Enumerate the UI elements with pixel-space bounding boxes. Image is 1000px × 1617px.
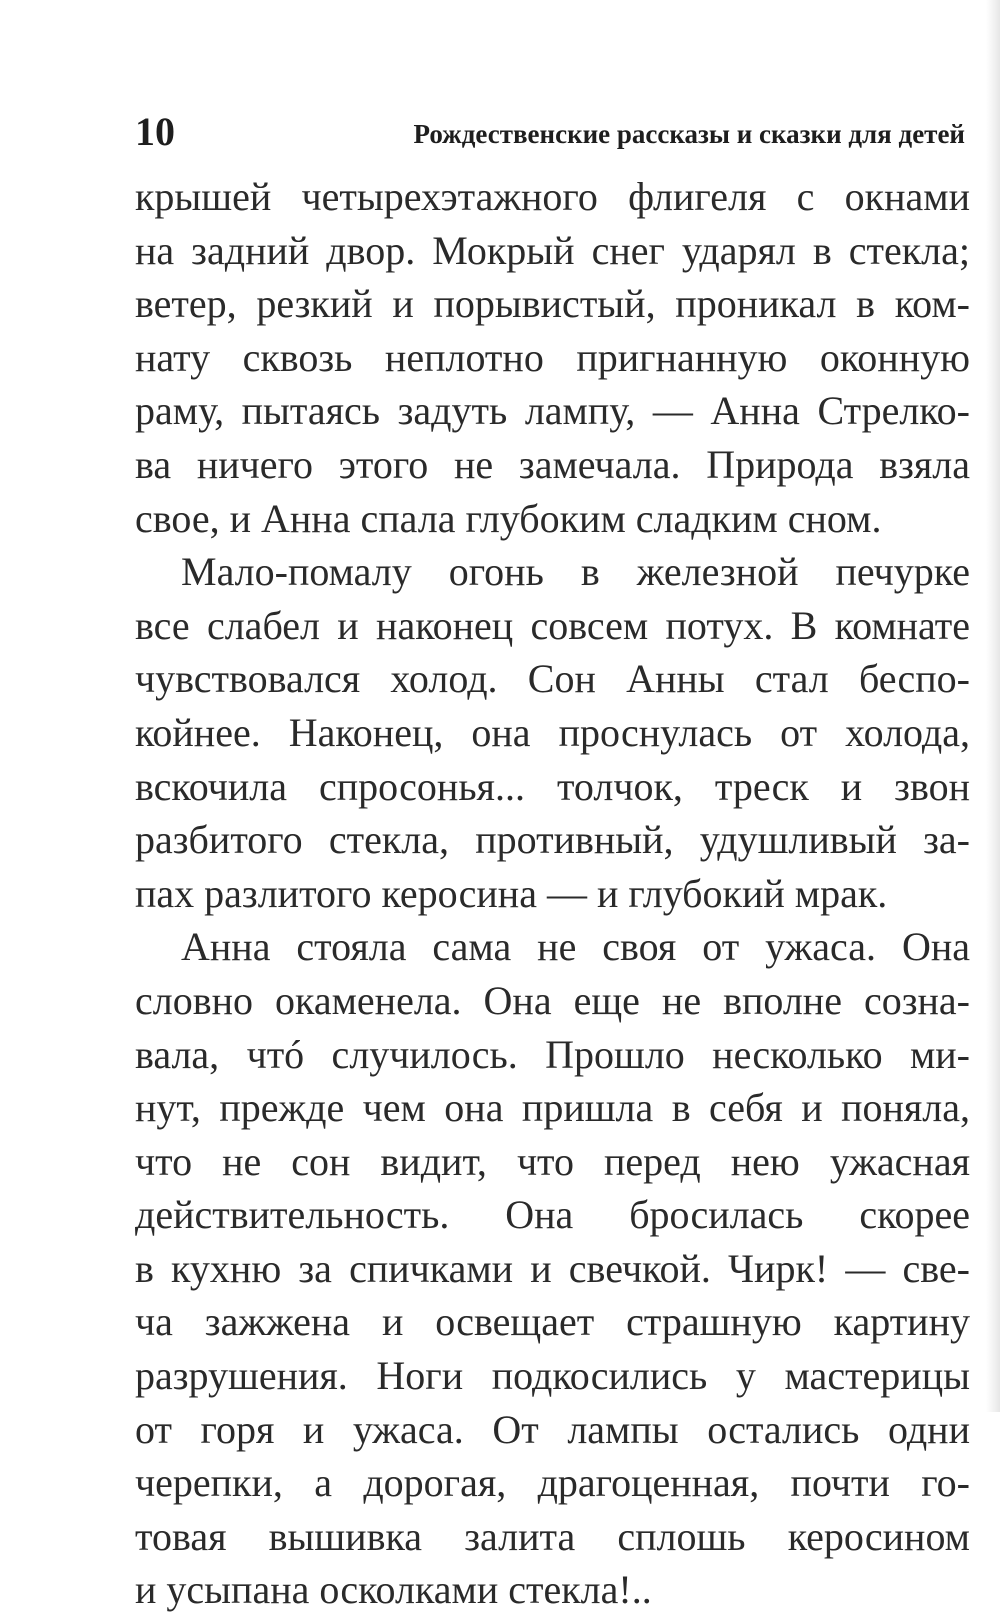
text-line: разрушения. Ноги подкосились у мастерицы (135, 1353, 970, 1399)
body-text (135, 170, 970, 1617)
page-number: 10 (135, 109, 175, 154)
text-line: все слабел и наконец совсем потух. В комнате (135, 602, 970, 648)
text-line: вала, чтó случилось. Прошло несколько ми- (135, 1031, 970, 1077)
running-head (135, 108, 965, 156)
text-line: свое, и Анна спала глубоким сладким сном. (135, 495, 882, 541)
text-line: на задний двор. Мокрый снег ударял в стекла; (135, 227, 970, 273)
text-line: вскочила спросонья... толчок, треск и звон (135, 763, 970, 809)
text-line: разбитого стекла, противный, удушливый за- (135, 817, 970, 863)
text-line: койнее. Наконец, она проснулась от холода, (135, 709, 970, 755)
text-line: ча зажжена и освещает страшную картину (135, 1299, 970, 1345)
text-line: раму, пытаясь задуть лампу, — Анна Стрелко- (135, 388, 970, 434)
text-line: крышей четырехэтажного флигеля с окнами (135, 174, 970, 219)
text-line: нату сквозь неплотно пригнанную оконную (135, 334, 970, 380)
text-line: от горя и ужаса. От лампы остались одни (135, 1406, 970, 1452)
running-title: Рождественские рассказы и сказки для детей (413, 119, 965, 149)
text-line: ветер, резкий и порывистый, проникал в ком- (135, 281, 970, 327)
text-line: Анна стояла сама не своя от ужаса. Она (181, 924, 970, 970)
page-edge-shadow (986, 0, 1000, 1412)
text-line: действительность. Она бросилась скорее (135, 1192, 970, 1238)
text-line: черепки, а дорогая, драгоценная, почти го- (135, 1460, 970, 1506)
text-line: пах разлитого керосина — и глубокий мрак. (135, 870, 888, 916)
text-line: словно окаменела. Она еще не вполне созна- (135, 977, 970, 1023)
text-line: чувствовался холод. Сон Анны стал беспо- (135, 656, 970, 702)
text-line: в кухню за спичками и свечкой. Чирк! — све- (135, 1245, 970, 1291)
text-line: нут, прежде чем она пришла в себя и поняла, (135, 1085, 970, 1131)
text-line: Мало-помалу огонь в железной печурке (181, 549, 970, 595)
text-line: и усыпана осколками стекла!.. (135, 1567, 652, 1613)
text-line: товая вышивка залита сплошь керосином (135, 1513, 970, 1559)
text-line: что не сон видит, что перед нею ужасная (135, 1138, 970, 1184)
text-line: ва ничего этого не замечала. Природа взяла (135, 441, 970, 487)
